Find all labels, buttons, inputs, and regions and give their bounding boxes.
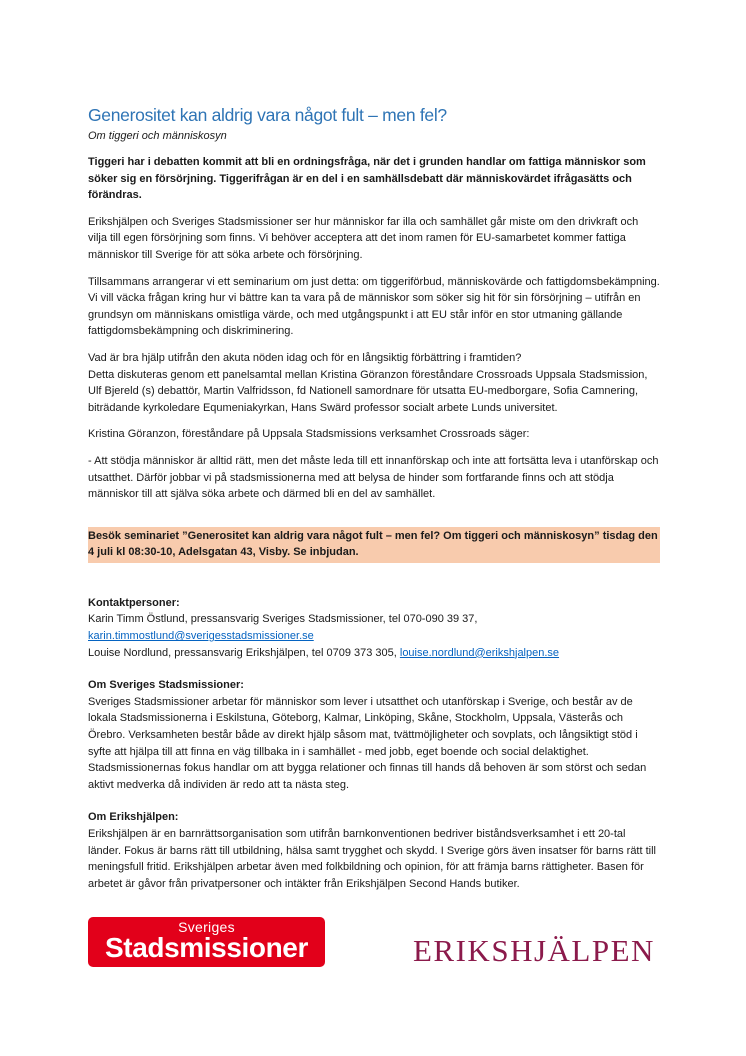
lead-paragraph: Tiggeri har i debatten kommit att bli en ordningsfråga, när det i grunden handlar om fattiga människor som söker sig en försörjning. Tiggerifrågan är en del i en samhällsdebatt där människovärdet ifrågasätts och förändras.	[88, 156, 646, 202]
paragraph-5: - Att stödja människor är alltid rätt, men det måste leda till ett innanförskap och inte att fortsätta leva i utanförskap och utsatthet. Därför jobbar vi på stadsmissionerna med att belysa de hinder som fortfarande finns och att stödja människor till att själva söka arbete och därmed bli en del av samhället.	[88, 454, 659, 501]
about-erikshjalpen-heading: Om Erikshjälpen:	[88, 811, 179, 824]
paragraph-3	[88, 350, 660, 416]
paragraph-2: Tillsammans arrangerar vi ett seminarium om just detta: om tiggeriförbud, människovärde och fattigdomsbekämpning. Vi vill väcka frågan kring hur vi bättre kan ta vara på de människor som söker sig hit för sin försörjning – utifrån en grundsyn om människans omistliga värde, och med utgångspunkt i att EU står inför en stor utmaning gällande fattigdomsbekämpning och diskriminering.	[88, 275, 660, 338]
paragraph-3-line-2: Detta diskuteras genom ett panelsamtal mellan Kristina Göranzon föreståndare Crossroads Uppsala Stadsmission, Ulf Bjereld (s) debattör, Martin Valfridsson, fd Nationell samordnare för utsatta EU-medborgare, Sofia Camnering, biträdande kyrkoledare Equmeniakyrkan, Hans Swärd professor socialt arbete Lunds universitet.	[88, 368, 648, 414]
contacts-section	[88, 595, 660, 661]
paragraph-4: Kristina Göranzon, föreståndare på Uppsala Stadsmissions verksamhet Crossroads säger:	[88, 428, 530, 441]
paragraph-3-line-1: Vad är bra hjälp utifrån den akuta nöden idag och för en långsiktig förbättring i framtiden?	[88, 351, 522, 364]
page-title: Generositet kan aldrig vara något fult – men fel?	[88, 105, 447, 125]
about-stadsmissioner-section	[88, 677, 660, 793]
about-stadsmissioner-text: Sveriges Stadsmissioner arbetar för människor som lever i utsatthet och utanförskap i Sverige, och består av de lokala Stadsmissionerna i Eskilstuna, Göteborg, Kalmar, Linköping, Skåne, Stockholm, Uppsala, Västerås och Örebro. Verksamheten består både av direkt hjälp såsom mat, tvättmöjligheter och sovplats, och långsiktigt stöd i syfte att hjälpa till att finna en väg tillbaka in i samhället - med jobb, eget boende och social delaktighet. Stadsmissionernas fokus handlar om att bygga relationer och finnas till hands då behoven är som störst och sedan aktivt medverka då individen är redo att ta nästa steg.	[88, 695, 647, 791]
about-erikshjalpen-section	[88, 809, 660, 892]
stadsmissioner-logo-small: Sveriges	[178, 919, 235, 935]
about-erikshjalpen-text: Erikshjälpen är en barnrättsorganisation som utifrån barnkonventionen bedriver biståndsverksamhet i ett 20-tal länder. Fokus är barns rätt till utbildning, hälsa samt trygghet och skydd. I Sverige görs även insatser för barns rätt till meningsfull fritid. Erikshjälpen arbetar även med folkbildning och opinion, för att främja barns rättigheter. Basen för arbetet är gåvor från privatpersoner och intäkter från Erikshjälpen Second Hands butiker.	[88, 828, 656, 890]
about-stadsmissioner-heading: Om Sveriges Stadsmissioner:	[88, 679, 244, 692]
contact-email-2[interactable]: louise.nordlund@erikshjalpen.se	[399, 646, 560, 659]
page-subtitle: Om tiggeri och människosyn	[88, 130, 227, 142]
stadsmissioner-logo-big: Stadsmissioner	[105, 932, 308, 963]
contact-person-1: Karin Timm Östlund, pressansvarig Sveriges Stadsmissioner, tel 070-090 39 37,	[88, 613, 478, 626]
erikshjalpen-logo: ERIKSHJÄLPEN	[413, 933, 655, 968]
contact-person-2: Louise Nordlund, pressansvarig Erikshjälpen, tel 0709 373 305,	[88, 646, 397, 659]
paragraph-1: Erikshjälpen och Sveriges Stadsmissioner ser hur människor far illa och samhället går miste om den drivkraft och vilja till egen försörjning som finns. Vi behöver acceptera att det inom ramen för EU-samarbetet kommer fattiga människor till Sverige för att söka arbete och försörjning.	[88, 215, 639, 261]
event-highlight: Besök seminariet ”Generositet kan aldrig vara något fult – men fel? Om tiggeri och människosyn” tisdag den 4 juli kl 08:30-10, Adelsgatan 43, Visby. Se inbjudan.	[88, 527, 660, 563]
logos-row	[88, 917, 655, 973]
stadsmissioner-logo	[88, 917, 325, 967]
contact-email-1[interactable]: karin.timmostlund@sverigesstadsmissioner.se	[88, 630, 314, 643]
contacts-heading: Kontaktpersoner:	[88, 596, 180, 609]
contact-person-2-line	[88, 645, 660, 662]
